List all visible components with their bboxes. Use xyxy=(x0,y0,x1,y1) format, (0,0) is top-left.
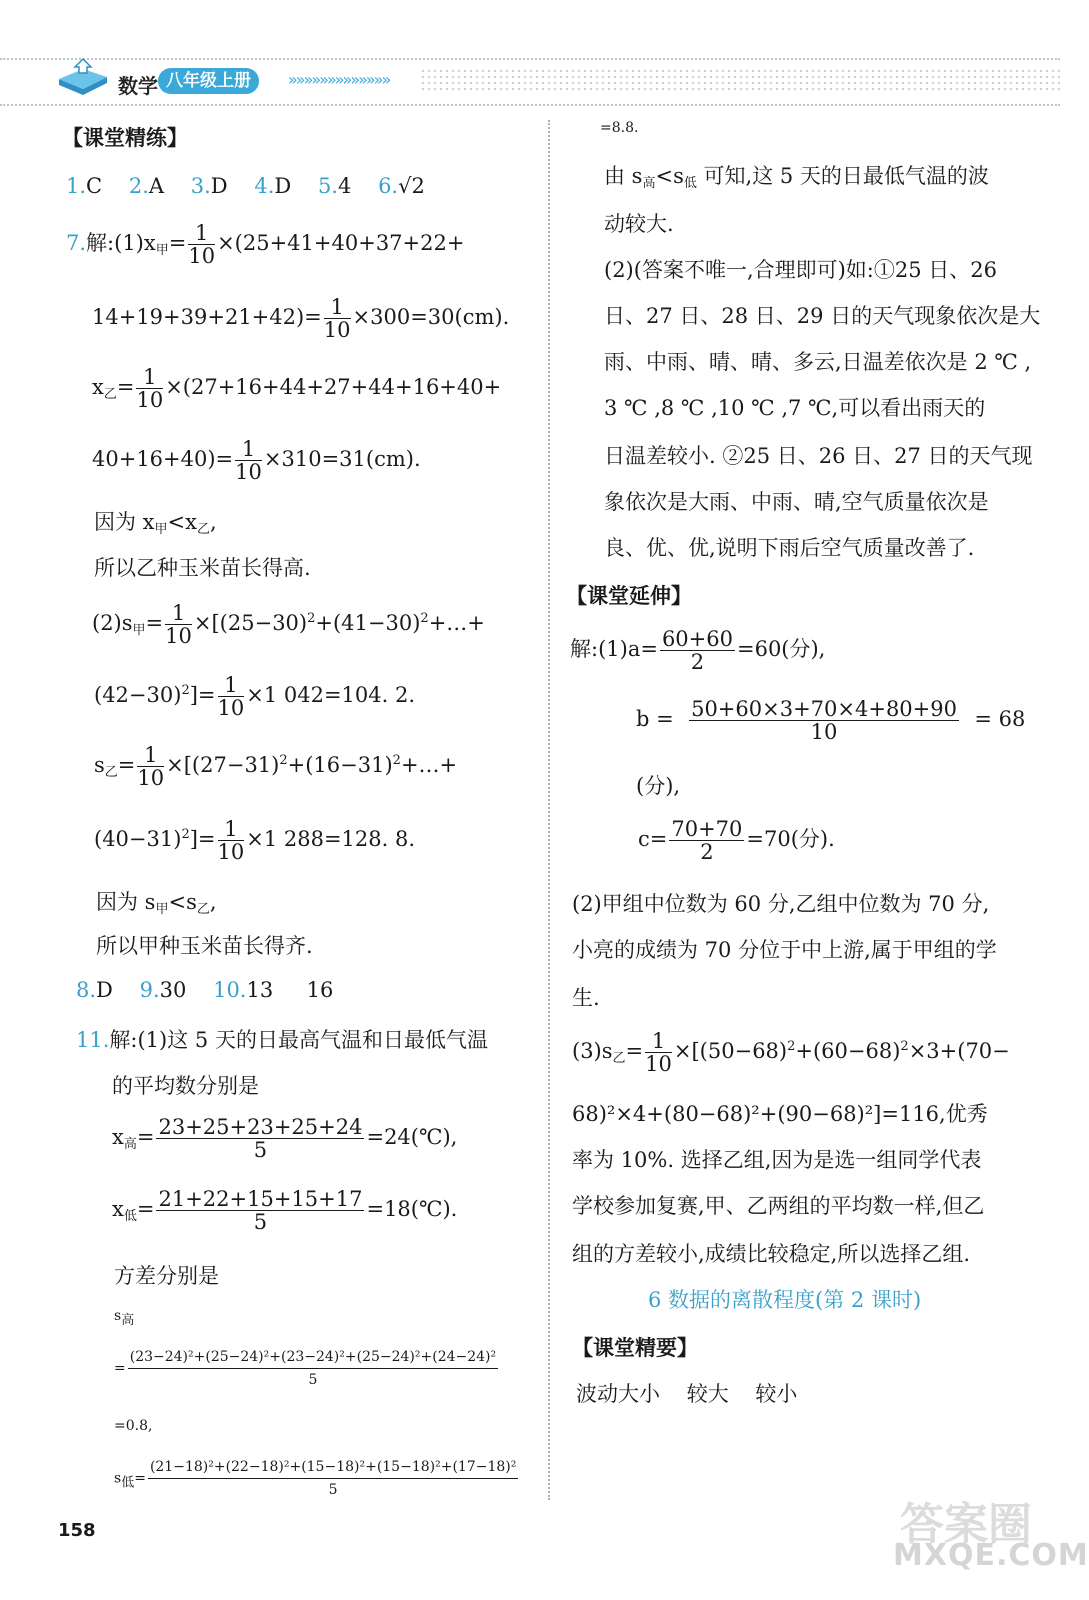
answer-item: 16 xyxy=(306,978,334,1002)
right-line-6: 雨、中雨、晴、晴、多云,日温差依次是 2 ℃ , xyxy=(604,350,1032,374)
watermark-url: MXQE.COM xyxy=(893,1538,1089,1573)
eq-b: b = $\frac{50+60\times 3+70\times 4+80+90}{10}$ = 68 xyxy=(636,697,1026,744)
right-line-10: 良、优、优,说明下雨后空气质量改善了. xyxy=(604,536,975,560)
q11-mean-high: $x_高=$ $\frac{23+25+23+25+24}{5}$ =24(℃), xyxy=(112,1115,458,1162)
column-divider xyxy=(548,120,550,1500)
eq-a: 解:(1)a= $\frac{60+60}{2}$ =60(分), xyxy=(570,627,826,674)
part2-line-3: 生. xyxy=(572,986,600,1010)
fraction: $\frac{21+22+15+15+17}{5}$ xyxy=(158,1187,363,1234)
fraction: $\frac{1}{10}$ xyxy=(217,673,245,720)
q7-line-1: 7.解$:(1)x_甲=$ $\frac{1}{10}$ ×(25+41+40+37+22+ xyxy=(66,221,465,268)
fraction: $\frac{1}{10}$ xyxy=(137,743,165,790)
section-title-extension: 【课堂延伸】 xyxy=(566,584,692,608)
fraction: $\frac{1}{10}$ xyxy=(217,817,245,864)
answer-item: 9.30 xyxy=(139,978,187,1002)
part2-line-1: (2)甲组中位数为 60 分,乙组中位数为 70 分, xyxy=(572,892,990,916)
answer-item: 6.√2 xyxy=(378,174,425,198)
fraction: $\frac{\text{(23−24)²+(25−24)²+(23−24)²+(25−24)²+(24−24)²}}{5}$ xyxy=(128,1346,498,1391)
fraction: $\frac{50+60\times 3+70\times 4+80+90}{10}$ xyxy=(691,697,957,744)
book-logo-icon xyxy=(55,55,111,99)
q7-line-10: $(40-31)^2]=$ $\frac{1}{10}$ ×1 288=128. 8. xyxy=(94,817,416,864)
fraction: $\frac{\text{(21−18)²+(22−18)²+(15−18)²+(15−18)²+(17−18)²}}{5}$ xyxy=(148,1456,518,1501)
eq-b-unit: (分), xyxy=(636,774,681,798)
right-line-2: 由 $s_高<s_低$ 可知,这 5 天的日最低气温的波 xyxy=(604,164,989,191)
q11-variance-low-formula: s低= $\frac{\text{(21−18)²+(22−18)²+(15−18)²+(15−18)²+(17−18)²}}{5}$ xyxy=(114,1456,520,1501)
answer-item: 10.13 xyxy=(213,978,274,1002)
q11-mean-low: $x_低=$ $\frac{21+22+15+15+17}{5}$ =18(℃). xyxy=(112,1187,458,1234)
q11-line-1: 11.解:(1)这 5 天的日最高气温和日最低气温 xyxy=(76,1028,488,1052)
answers-row-1 xyxy=(66,174,425,198)
part3-line-2: 68)²×4+(80−68)²+(90−68)²]=116,优秀 xyxy=(572,1102,988,1126)
grade-badge: 八年级上册 xyxy=(158,68,259,94)
answer-item: 8.D xyxy=(76,978,113,1002)
fraction: $\frac{70+70}{2}$ xyxy=(671,817,743,864)
q7-line-6: 所以乙种玉米苗长得高. xyxy=(94,556,311,580)
answer-item: 2.A xyxy=(128,174,165,198)
part3-line-3: 率为 10%. 选择乙组,因为是选一组同学代表 xyxy=(572,1148,982,1172)
q11-line-2: 的平均数分别是 xyxy=(112,1074,259,1098)
page-number: 158 xyxy=(58,1520,96,1541)
lesson-title: 6 数据的离散程度(第 2 课时) xyxy=(648,1288,922,1312)
q11-variance-high-symbol: s高 xyxy=(114,1308,135,1328)
answers-row-2 xyxy=(76,978,333,1002)
right-line-1: =8.8. xyxy=(600,120,639,136)
q7-line-3: $x_乙=$ $\frac{1}{10}$ ×(27+16+44+27+44+16+40+ xyxy=(92,365,502,412)
eq-c: c= $\frac{70+70}{2}$ =70(分). xyxy=(638,817,835,864)
answer-item: 5.4 xyxy=(317,174,352,198)
fraction: $\frac{1}{10}$ xyxy=(136,365,164,412)
right-line-5: 日、27 日、28 日、29 日的天气现象依次是大 xyxy=(604,304,1041,328)
q7-line-9: $s_乙=$ $\frac{1}{10}$ $\times[(27-31)^2+(16-31)^2+\dots+$ xyxy=(94,743,458,790)
header-dot-pattern xyxy=(420,68,1060,92)
answer-item: 3.D xyxy=(190,174,228,198)
watermark-logo: 答案圈 xyxy=(900,1499,1032,1550)
part3-line-1: $(3)s_乙=$ $\frac{1}{10}$ $\times[(50-68)^2+(60-68)^2\times 3+(70-$ xyxy=(572,1029,1010,1076)
fraction: $\frac{1}{10}$ xyxy=(323,295,351,342)
essentials-answer: 波动大小 较大 较小 xyxy=(576,1382,798,1406)
part3-line-4: 学校参加复赛,甲、乙两组的平均数一样,但乙 xyxy=(572,1194,985,1218)
right-line-4: (2)(答案不唯一,合理即可)如:①25 日、26 xyxy=(604,258,998,282)
q7-line-4: 40+16+40)= $\frac{1}{10}$ ×310=31(cm). xyxy=(92,437,421,484)
subject-label: 数学 xyxy=(118,74,158,98)
q11-variance-high-result: =0.8, xyxy=(114,1418,153,1434)
fraction: $\frac{1}{10}$ xyxy=(645,1029,672,1076)
fraction: $\frac{60+60}{2}$ xyxy=(661,627,733,674)
fraction: $\frac{1}{10}$ xyxy=(188,221,216,268)
fraction: $\frac{23+25+23+25+24}{5}$ xyxy=(158,1115,363,1162)
section-title-essentials: 【课堂精要】 xyxy=(572,1336,698,1360)
part2-line-2: 小亮的成绩为 70 分位于中上游,属于甲组的学 xyxy=(572,938,997,962)
right-line-7: 3 ℃ ,8 ℃ ,10 ℃ ,7 ℃,可以看出雨天的 xyxy=(604,396,986,420)
q11-variance-high-formula: = $\frac{\text{(23−24)²+(25−24)²+(23−24)²+(25−24)²+(24−24)²}}{5}$ xyxy=(114,1346,500,1391)
q7-line-8: $(42-30)^2]=$ $\frac{1}{10}$ ×1 042=104. 2. xyxy=(94,673,416,720)
q7-line-11: 因为 $s_甲<s_乙$, xyxy=(96,890,217,917)
q7-line-12: 所以甲种玉米苗长得齐. xyxy=(96,934,313,958)
q7-line-2: 14+19+39+21+42)= $\frac{1}{10}$ ×300=30(cm). xyxy=(92,295,510,342)
q7-line-5: 因为 $x_甲<x_乙$, xyxy=(94,510,217,537)
chevrons-decoration: »»»»»»»»»»»»» xyxy=(288,70,390,89)
fraction: $\frac{1}{10}$ xyxy=(235,437,262,484)
right-line-9: 象依次是大雨、中雨、晴,空气质量依次是 xyxy=(604,490,989,514)
right-line-8: 日温差较小. ②25 日、26 日、27 日的天气现 xyxy=(604,444,1033,468)
q11-variance-label: 方差分别是 xyxy=(114,1264,219,1288)
answer-item: 1.C xyxy=(66,174,103,198)
section-title-practice: 【课堂精练】 xyxy=(62,126,188,150)
right-line-3: 动较大. xyxy=(604,212,674,236)
answer-item: 4.D xyxy=(254,174,292,198)
fraction: $\frac{1}{10}$ xyxy=(165,601,192,648)
part3-line-5: 组的方差较小,成绩比较稳定,所以选择乙组. xyxy=(572,1242,971,1266)
q7-line-7: $(2)s_甲=$ $\frac{1}{10}$ $\times[(25-30)^2+(41-30)^2+\dots+$ xyxy=(92,601,485,648)
